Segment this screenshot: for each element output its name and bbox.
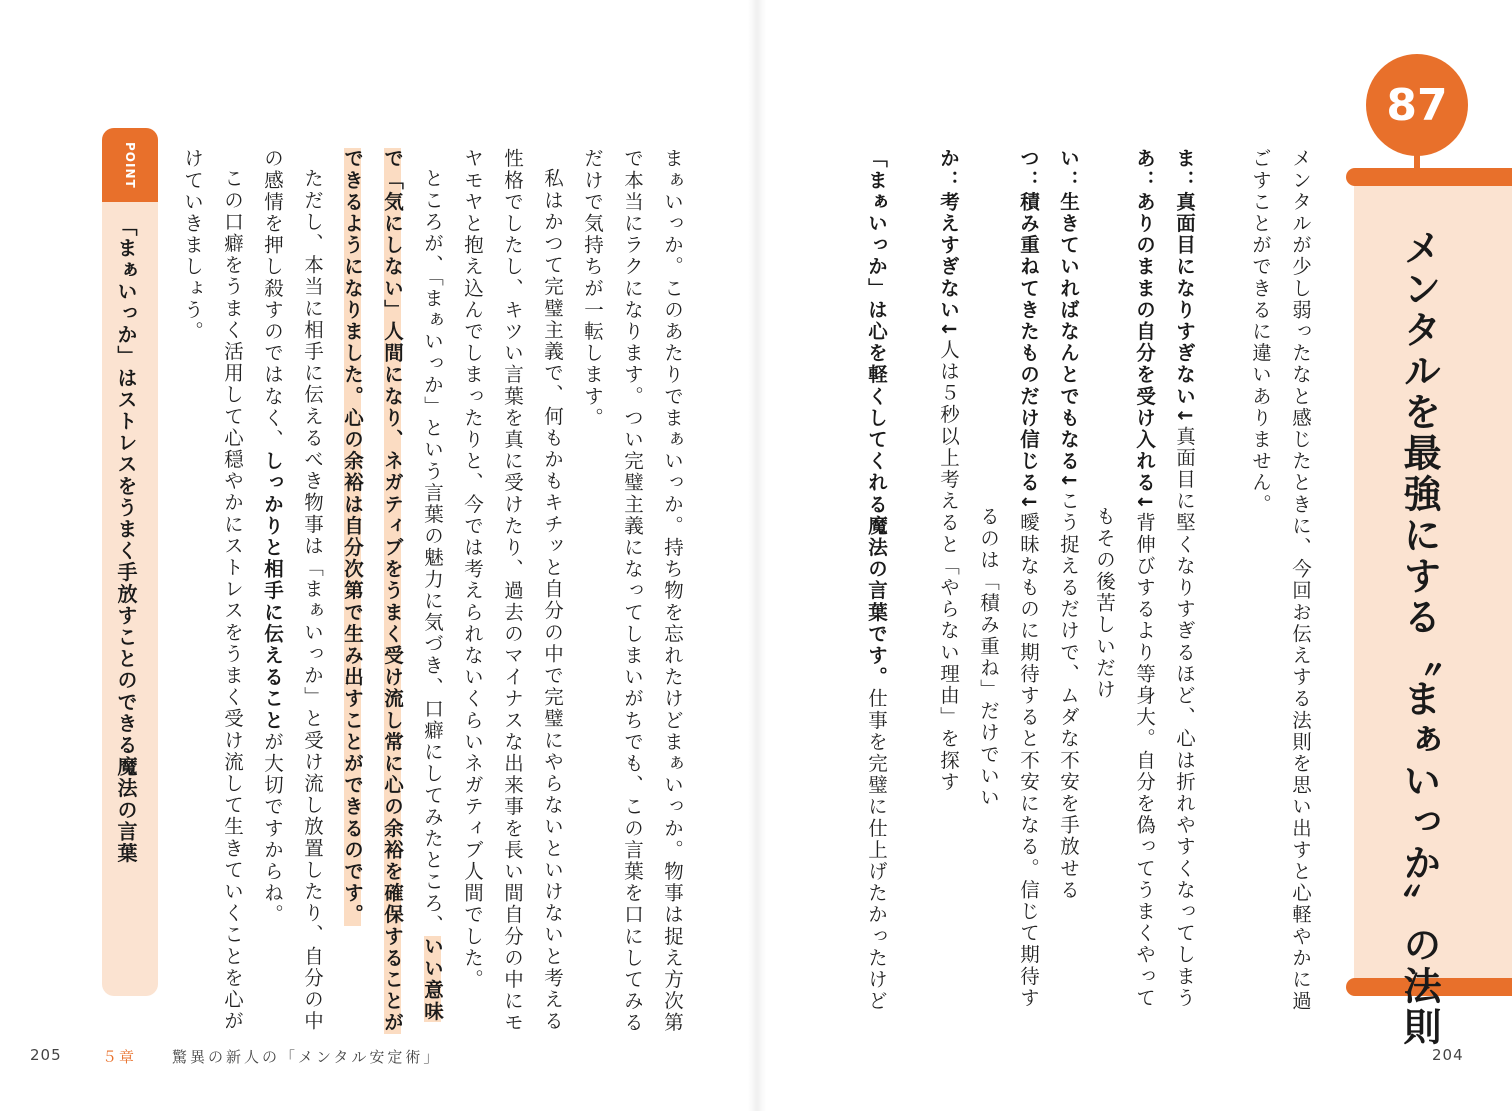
body-line-2: で本当にラクになります。つい完璧主義になってしまいがちでも、この言葉を口にしてみる bbox=[621, 148, 644, 1034]
list-item-ka bbox=[928, 148, 968, 793]
list-item-head: か：考えすぎない↓ bbox=[937, 148, 960, 340]
list-item-a bbox=[1124, 148, 1164, 1009]
body-line-8 bbox=[372, 148, 412, 1034]
intro-line-1: メンタルが少し弱ったなと感じたときに、今回お伝えする法則を思い出すと心軽やかに過 bbox=[1289, 148, 1312, 1012]
chapter-number-badge bbox=[1366, 54, 1468, 156]
highlight-text: いい意味 bbox=[421, 935, 444, 1023]
intro-line-2: ごすことができるに違いありません。 bbox=[1249, 148, 1272, 516]
list-item-body: 真面目に堅くなりすぎるほど、心は折れやすくなってしまう bbox=[1173, 425, 1196, 1009]
body-line-4: 私はかつて完璧主義で、何もかもキチッと自分の中で完璧にやらないといけないと考える bbox=[541, 168, 564, 1032]
highlight-text: できるようになりました。心の余裕は自分次第で生み出すことができるのです。 bbox=[341, 148, 364, 926]
summary-rest: 仕事を完璧に仕上げたかったけど bbox=[865, 688, 888, 1012]
list-item-body: 人は５秒以上考えると「やらない理由」を探す bbox=[937, 339, 960, 793]
list-item-ma bbox=[1164, 148, 1204, 1009]
point-tab bbox=[102, 128, 158, 202]
running-title: 驚異の新人の「メンタル安定術」 bbox=[172, 1048, 442, 1066]
body-text: の感情を押し殺すのではなく、 bbox=[261, 148, 284, 451]
body-text: ところが、「まぁいっか」という言葉の魅力に気づき、口癖にしてみたところ、 bbox=[421, 168, 444, 936]
bold-text: しっかりと相手に伝えること bbox=[261, 450, 284, 732]
list-item-tsu-continued bbox=[968, 506, 1008, 808]
body-line-6: ヤモヤと抱え込んでしまったりと、今では考えられないくらいネガティブ人間でした。 bbox=[461, 148, 484, 991]
left-page-number: 205 bbox=[30, 1046, 62, 1064]
list-item-head: ま：真面目になりすぎない↓ bbox=[1173, 148, 1196, 426]
highlight-text: で「気にしない」人間になり、ネガティブをうまく受け流し常に心の余裕を確保することが bbox=[381, 148, 404, 1034]
list-item-tsu bbox=[1008, 148, 1048, 1009]
body-line-3: だけで気持ちが一転します。 bbox=[581, 148, 604, 429]
list-item-i bbox=[1048, 148, 1088, 901]
summary-bold: 「まぁいっか」は心を軽くしてくれる魔法の言葉です。 bbox=[865, 148, 888, 688]
body-line-12: この口癖をうまく活用して心穏やかにストレスをうまく受け流して生きていくことを心が bbox=[221, 168, 244, 1032]
chapter-label: ５章 bbox=[102, 1048, 137, 1066]
list-item-body: もその後苦しいだけ bbox=[1093, 506, 1116, 701]
summary-line bbox=[856, 148, 896, 1012]
title-bar-top bbox=[1346, 168, 1512, 186]
page-title: メンタルを最強にする〝まぁいっか〟の法則 bbox=[1397, 228, 1441, 1048]
right-page-number: 204 bbox=[1432, 1046, 1464, 1064]
body-line-11 bbox=[252, 148, 292, 926]
body-line-13: けていきましょう。 bbox=[181, 148, 204, 343]
list-item-head: つ：積み重ねてきたものだけ信じる↓ bbox=[1017, 148, 1040, 513]
body-line-10: ただし、本当に相手に伝えるべき物事は「まぁいっか」と受け流し放置したり、自分の中 bbox=[301, 168, 324, 1032]
point-text: 「まぁいっか」はストレスをうまく手放すことのできる魔法の言葉 bbox=[114, 216, 138, 864]
list-item-a-continued bbox=[1084, 506, 1124, 700]
list-item-head: い：生きていればなんとでもなる↓ bbox=[1057, 148, 1080, 491]
list-item-head: あ：ありのままの自分を受け入れる↓ bbox=[1133, 148, 1156, 513]
list-item-body: 曖昧なものに期待すると不安になる。信じて期待す bbox=[1017, 512, 1040, 1009]
list-item-body: こう捉えるだけで、ムダな不安を手放せる bbox=[1057, 490, 1080, 901]
point-label: POINT bbox=[123, 141, 137, 189]
list-item-body: 背伸びするより等身大。自分を偽ってうまくやって bbox=[1133, 512, 1156, 1009]
body-line-5: 性格でしたし、キツい言葉を真に受けたり、過去のマイナスな出来事を長い間自分の中にモ bbox=[501, 148, 524, 1034]
body-line-1: まぁいっか。このあたりでまぁいっか。持ち物を忘れたけどまぁいっか。物事は捉え方次第 bbox=[661, 148, 684, 1034]
rule-number: 87 bbox=[1386, 79, 1448, 131]
page-gutter bbox=[748, 0, 766, 1111]
body-line-9 bbox=[332, 148, 372, 926]
list-item-body: るのは「積み重ね」だけでいい bbox=[977, 506, 1000, 809]
body-text: が大切ですからね。 bbox=[261, 731, 284, 926]
body-line-7 bbox=[412, 168, 452, 1022]
